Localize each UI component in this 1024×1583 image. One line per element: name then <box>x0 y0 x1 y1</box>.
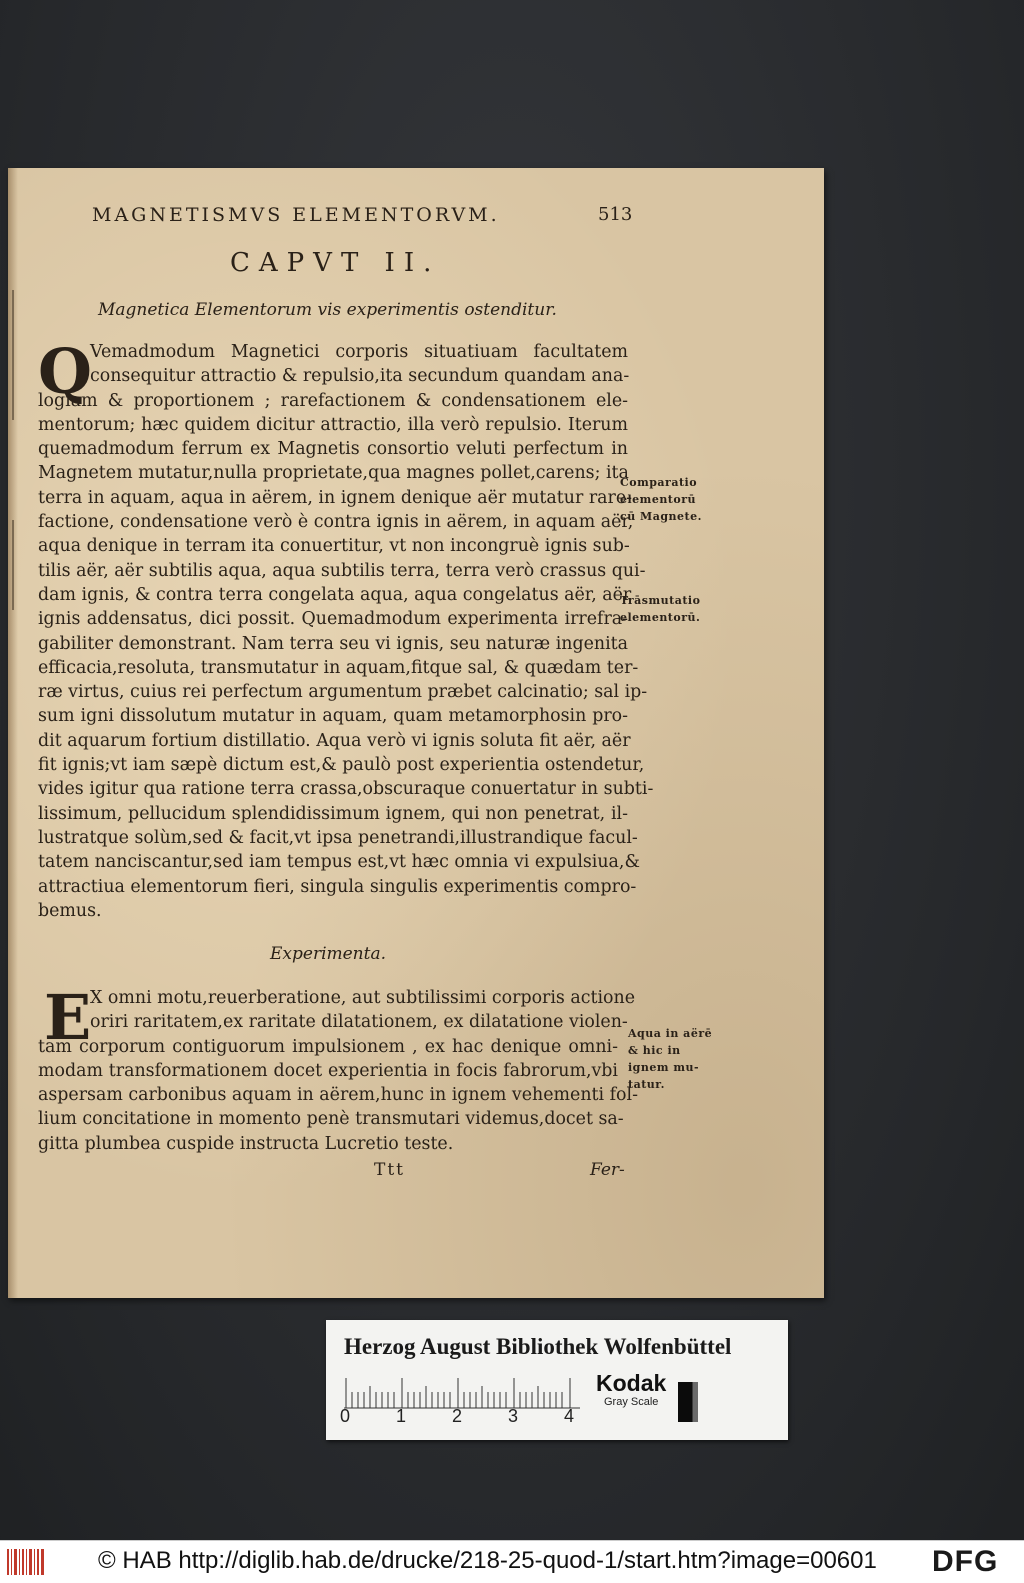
catchword: Fer- <box>590 1160 625 1180</box>
text-line: tatem nanciscantur,sed iam tempus est,vt hæc omnia vi expulsiua,& <box>38 852 640 873</box>
chapter-subtitle: Magnetica Elementorum vis experimentis ostenditur. <box>98 300 557 320</box>
library-name: Herzog August Bibliothek Wolfenbüttel <box>344 1334 732 1359</box>
binding-mark <box>12 290 14 420</box>
paragraph-1 <box>38 335 654 923</box>
text-line: aqua denique in terram ita conuertitur, vt non incongruè ignis sub- <box>38 536 630 557</box>
text-line: dit aquarum fortium distillatio. Aqua verò vi ignis soluta fit aër, aër <box>38 730 631 751</box>
barcode-icon <box>6 1547 46 1577</box>
text-line: Magnetem mutatur,nulla proprietate,qua magnes pollet,carens; ita <box>38 463 629 484</box>
text-line: modam transformationem docet experientia in focis fabrorum,vbi <box>38 1060 618 1081</box>
text-line: dam ignis, & contra terra congelata aqua, aqua congelatus aër, aër <box>38 584 632 605</box>
text-line: logiam & proportionem ; rarefactionem & condensationem ele- <box>38 390 628 411</box>
ruler-label-1: 1 <box>396 1406 407 1426</box>
text-line: vides igitur qua ratione terra crassa,obscuraque conuertatur in subti- <box>38 779 654 800</box>
gray-scale-label: Gray Scale <box>604 1396 659 1408</box>
text-line: Vemadmodum Magnetici corporis situatiuam facultatem <box>90 342 628 362</box>
kodak-brand: Kodak <box>596 1370 667 1396</box>
text-line: ignis addensatus, dici possit. Quemadmodum experimenta irrefra- <box>38 609 628 630</box>
text-line: oriri raritatem,ex raritate dilatationem, ex dilatatione violen- <box>90 1012 628 1033</box>
text-line: tilis aër, aër subtilis aqua, aqua subtilis terra, terra verò crassus qui- <box>38 560 646 581</box>
dfg-logo: DFG <box>932 1545 999 1578</box>
text-line: X omni motu,reuerberatione, aut subtilissimi corporis actione <box>90 988 636 1008</box>
text-line: mentorum; hæc quidem dicitur attractio, illa verò repulsio. Iterum <box>38 414 628 435</box>
text-line: consequitur attractio & repulsio,ita secundum quandam ana- <box>90 366 630 387</box>
permalink-text[interactable]: © HAB http://diglib.hab.de/drucke/218-25-quod-1/start.htm?image=00601 <box>98 1547 877 1574</box>
text-line: tam corporum contiguorum impulsionem , ex hac denique omni- <box>38 1036 618 1057</box>
text-line: lium concitatione in momento penè transmutari videmus,docet sa- <box>38 1109 624 1130</box>
text-line: terra in aquam, aqua in aërem, in ignem denique aër mutatur rare- <box>38 487 632 508</box>
text-line: sum igni dissolutum mutatur in aquam, quam metamorphosin pro- <box>38 706 628 727</box>
chapter-title: CAPVT II. <box>230 248 441 278</box>
ruler-label-2: 2 <box>452 1406 463 1426</box>
text-line: gabiliter demonstrant. Nam terra seu vi ignis, seu naturæ ingenita <box>38 633 628 654</box>
text-line: factione, condensatione verò è contra ignis in aërem, in aquam aër, <box>38 512 634 533</box>
footer-bar <box>0 1540 1024 1583</box>
text-line: fit ignis;vt iam sæpè dictum est,& paulò post experientia ostendetur, <box>38 755 645 776</box>
running-head: MAGNETISMVS ELEMENTORVM. <box>92 204 500 226</box>
book-page <box>8 168 824 1298</box>
text-line: quemadmodum ferrum ex Magnetis consortio veluti perfectum in <box>38 439 628 460</box>
ruler-label-0: 0 <box>340 1406 351 1426</box>
text-line: efficacia,resoluta, transmutatur in aquam,fitque sal, & quædam ter- <box>38 657 639 678</box>
binding-mark <box>12 520 14 610</box>
page-number: 513 <box>598 204 633 225</box>
text-line: bemus. <box>38 900 102 921</box>
marginal-note-comparatio: Comparatio elementorū cū Magnete. <box>620 476 702 523</box>
gray-scale-swatch <box>678 1382 714 1422</box>
marginal-note-transmutatio: Trāsmutatio elementorū. <box>620 594 701 624</box>
text-line: ræ virtus, cuius rei perfectum argumentum præbet calcinatio; sal ip- <box>38 682 648 703</box>
text-line: lustratque solùm,sed & facit,vt ipsa penetrandi,illustrandique facul- <box>38 827 638 848</box>
signature-mark: Ttt <box>374 1160 406 1180</box>
scale-ruler <box>344 1374 580 1410</box>
text-line: gitta plumbea cuspide instructa Lucretio teste. <box>38 1133 454 1154</box>
text-line: aspersam carbonibus aquam in aërem,hunc in ignem vehementi fol- <box>38 1085 638 1106</box>
text-line: attractiua elementorum fieri, singula singulis experimentis compro- <box>38 876 637 897</box>
drop-cap-q: Q <box>38 335 93 408</box>
section-heading: Experimenta. <box>270 944 387 964</box>
library-label-card <box>326 1320 788 1440</box>
paragraph-2 <box>38 981 638 1156</box>
ruler-label-4: 4 <box>564 1406 575 1426</box>
ruler-label-3: 3 <box>508 1406 519 1426</box>
text-line: lissimum, pellucidum splendidissimum ignem, qui non penetrat, il- <box>38 803 628 824</box>
drop-cap-e: E <box>44 981 92 1054</box>
marginal-note-aqua: Aqua in aërē & hic in ignem mu- tatur. <box>628 1027 713 1091</box>
